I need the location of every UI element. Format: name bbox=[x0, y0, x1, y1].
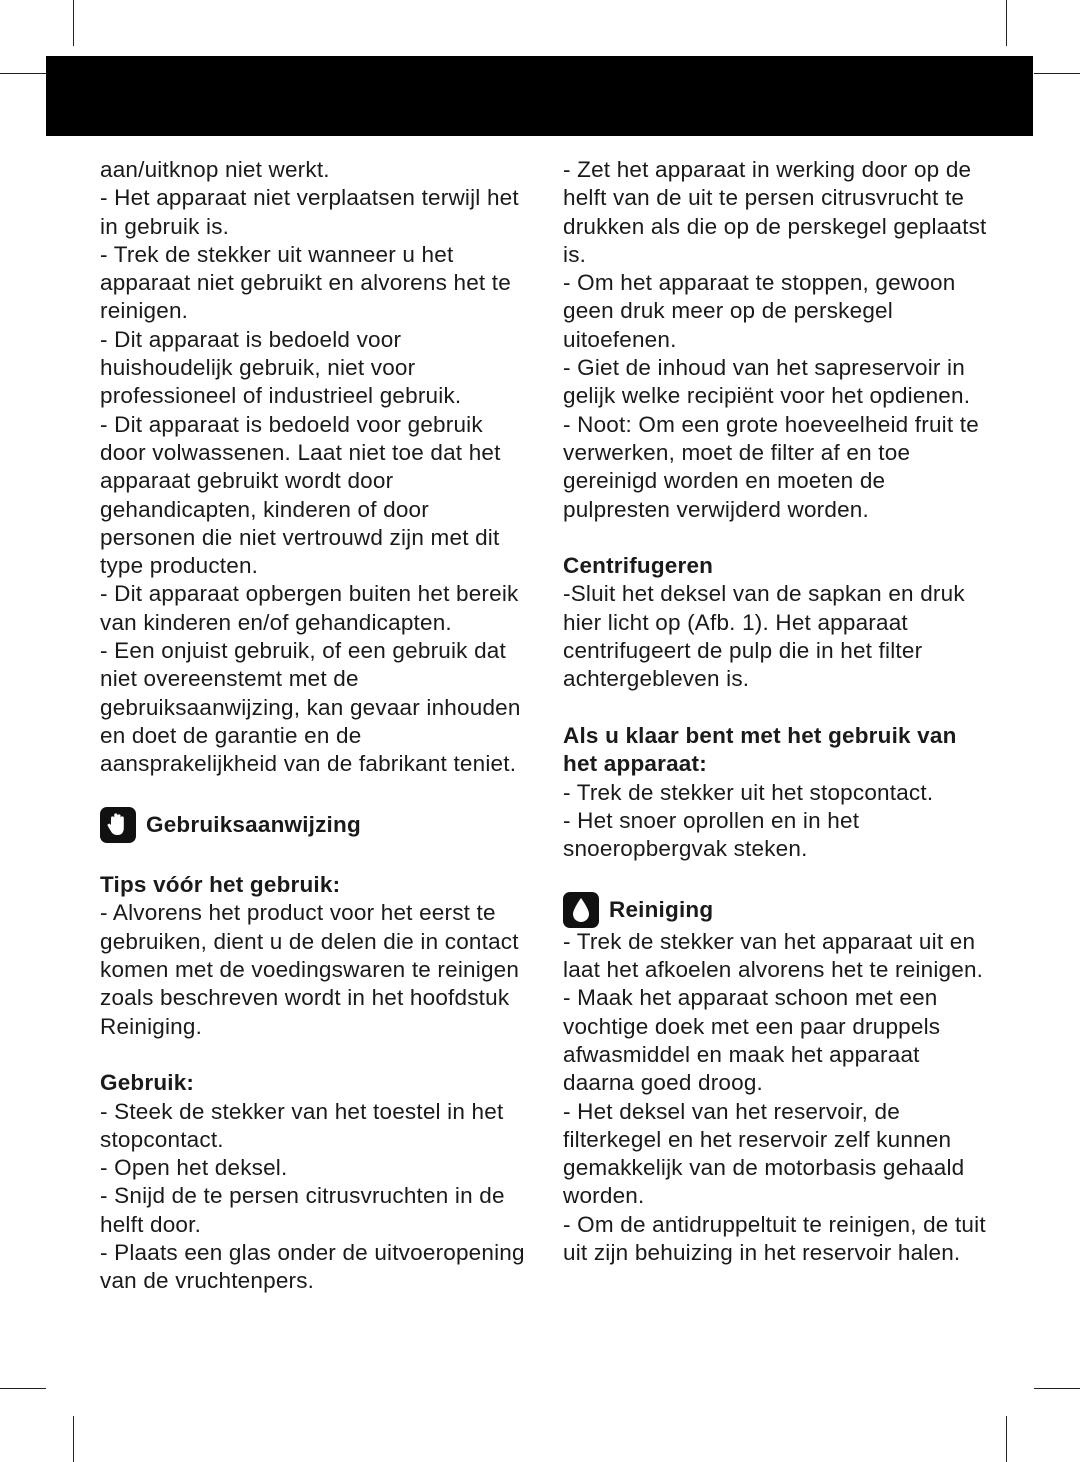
subheading: Tips vóór het gebruik: bbox=[100, 872, 341, 898]
crop-mark bbox=[1034, 1388, 1080, 1389]
paragraph: aan/uitknop niet werkt. bbox=[100, 157, 330, 182]
hand-plug-icon bbox=[100, 807, 136, 843]
paragraph: - Dit apparaat is bedoeld voor gebruik door volwassenen. Laat niet toe dat het apparaat gebruikt wordt door gehandicapten, kinderen of door personen die niet vertrouwd zijn met dit type producten. bbox=[100, 411, 501, 579]
crop-mark bbox=[0, 1388, 46, 1389]
paragraph: - Zet het apparaat in werking door op de helft van de uit te persen citrusvrucht te drukken als die op de perskegel geplaatst is. bbox=[563, 157, 987, 267]
paragraph: - Trek de stekker van het apparaat uit en laat het afkoelen alvorens het te reinigen. bbox=[563, 928, 984, 983]
water-drop-icon bbox=[563, 892, 599, 928]
paragraph: - Het apparaat niet verplaatsen terwijl het in gebruik is. bbox=[100, 185, 519, 239]
crop-mark bbox=[1006, 1416, 1007, 1462]
subheading: Gebruik: bbox=[100, 1070, 195, 1096]
paragraph: - Trek de stekker uit het stopcontact. bbox=[563, 779, 934, 805]
subheading: Centrifugeren bbox=[563, 553, 714, 579]
crop-mark bbox=[0, 73, 46, 74]
paragraph: - Steek de stekker van het toestel in het stopcontact. bbox=[100, 1098, 504, 1152]
right-column bbox=[563, 156, 988, 1267]
crop-mark bbox=[73, 1416, 74, 1462]
paragraph: - Een onjuist gebruik, of een gebruik dat niet overeenstemt met de gebruiksaanwijzing, kan gevaar inhouden en doet de garantie en de aansprakelijkheid van de fabrikant teniet. bbox=[100, 638, 521, 777]
crop-mark bbox=[1034, 73, 1080, 74]
header-bar bbox=[46, 56, 1033, 136]
crop-mark bbox=[1006, 0, 1007, 46]
paragraph: - Om de antidruppeltuit te reinigen, de tuit uit zijn behuizing in het reservoir halen. bbox=[563, 1211, 986, 1265]
crop-mark bbox=[73, 0, 74, 46]
section-heading-cleaning bbox=[563, 892, 988, 928]
paragraph: - Dit apparaat opbergen buiten het bereik van kinderen en/of gehandicapten. bbox=[100, 581, 519, 635]
paragraph: - Het snoer oprollen en in het snoeropbergvak steken. bbox=[563, 807, 860, 862]
section-title: Gebruiksaanwijzing bbox=[146, 811, 361, 837]
paragraph: - Noot: Om een grote hoeveelheid fruit te verwerken, moet de filter af en toe gereinigd worden en moeten de pulpresten verwijderd worden. bbox=[563, 411, 979, 522]
paragraph: - Alvorens het product voor het eerst te gebruiken, dient u de delen die in contact komen met de voedingswaren te reinigen zoals beschreven wordt in het hoofdstuk Reiniging. bbox=[100, 900, 520, 1039]
section-title: Reiniging bbox=[609, 896, 714, 922]
paragraph: - Snijd de te persen citrusvruchten in de helft door. bbox=[100, 1183, 505, 1237]
subheading: Als u klaar bent met het gebruik van het apparaat: bbox=[563, 722, 957, 777]
paragraph: - Open het deksel. bbox=[100, 1155, 288, 1181]
paragraph: - Het deksel van het reservoir, de filterkegel en het reservoir zelf kunnen gemakkelijk van de motorbasis gehaald worden. bbox=[563, 1098, 965, 1209]
paragraph: - Plaats een glas onder de uitvoeropening van de vruchtenpers. bbox=[100, 1239, 525, 1294]
paragraph: - Om het apparaat te stoppen, gewoon geen druk meer op de perskegel uitoefenen. bbox=[563, 270, 956, 352]
paragraph: - Dit apparaat is bedoeld voor huishoudelijk gebruik, niet voor professioneel of industrieel gebruik. bbox=[100, 326, 462, 409]
paragraph: -Sluit het deksel van de sapkan en druk hier licht op (Afb. 1). Het apparaat centrifugeert de pulp die in het filter achtergebleven is. bbox=[563, 581, 965, 692]
left-column bbox=[100, 156, 525, 1296]
paragraph: - Trek de stekker uit wanneer u het apparaat niet gebruikt en alvorens het te reinigen. bbox=[100, 241, 511, 324]
paragraph: - Maak het apparaat schoon met een vochtige doek met een paar druppels afwasmiddel en maak het apparaat daarna goed droog. bbox=[563, 985, 941, 1096]
section-heading-usage bbox=[100, 807, 525, 843]
paragraph: - Giet de inhoud van het sapreservoir in gelijk welke recipiënt voor het opdienen. bbox=[563, 355, 971, 409]
